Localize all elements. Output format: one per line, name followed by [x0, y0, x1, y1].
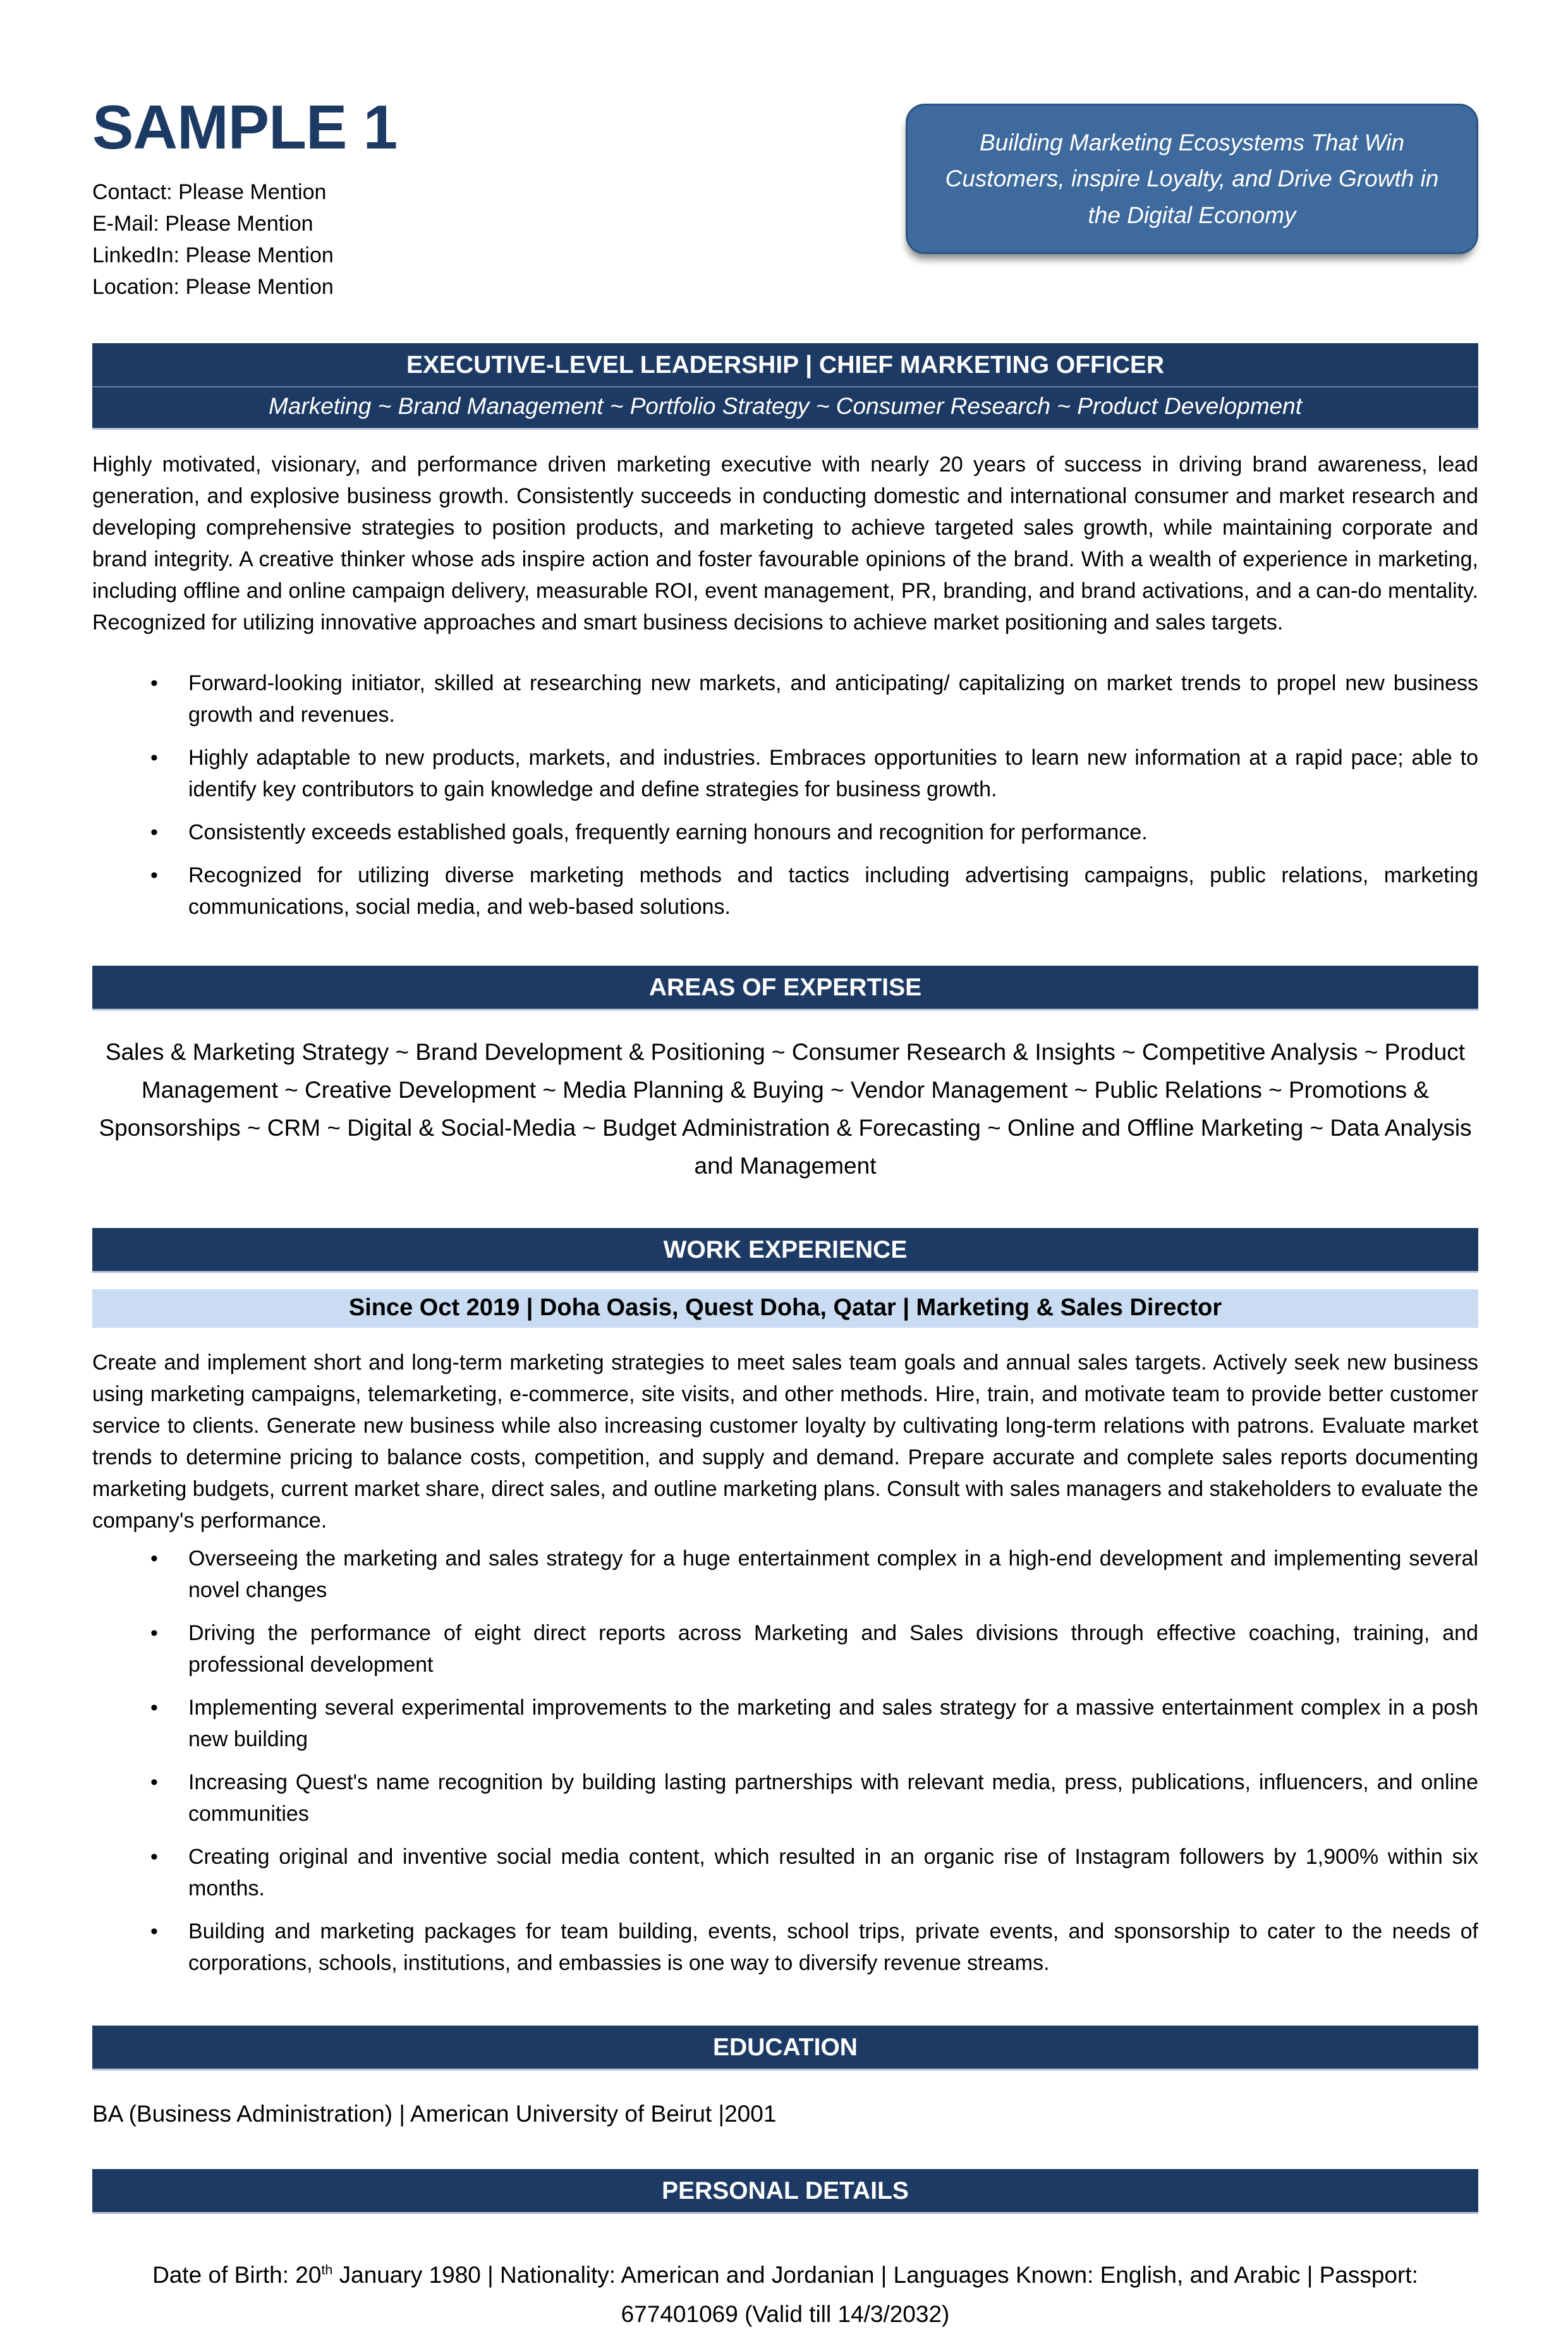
work-bullet: • Building and marketing packages for team building, events, school trips, private events, and sponsorship to cater to the needs of corporations, schools, institutions, and embassies is one way to diversify revenue streams. — [92, 1916, 1478, 1979]
education-line: BA (Business Administration) | American University of Beirut |2001 — [92, 2100, 777, 2127]
work-experience-heading: WORK EXPERIENCE — [663, 1236, 908, 1263]
summary-bullet: • Highly adaptable to new products, markets, and industries. Embraces opportunities to learn new information at a rapid pace; able to identify key contributors to gain knowledge and define strategies for business growth. — [92, 742, 1478, 805]
work-bullet: • Increasing Quest's name recognition by building lasting partnerships with relevant media, press, publications, influencers, and online communities — [92, 1766, 1478, 1830]
summary-bullet-list — [92, 667, 1478, 923]
tagline-text: Building Marketing Ecosystems That Win Customers, inspire Loyalty, and Drive Growth in the Digital Economy — [945, 129, 1439, 228]
summary-bullet: • Forward-looking initiator, skilled at researching new markets, and anticipating/ capitalizing on market trends to propel new business growth and revenues. — [92, 667, 1478, 731]
summary-bullet: • Consistently exceeds established goals, frequently earning honours and recognition for performance. — [92, 817, 1478, 848]
identity-block — [92, 92, 398, 303]
executive-title-bar — [92, 343, 1478, 430]
work-bullet: • Overseeing the marketing and sales strategy for a huge entertainment complex in a high-end development and implementing several novel changes — [92, 1543, 1478, 1606]
summary-bullet: • Recognized for utilizing diverse marketing methods and tactics including advertising campaigns, public relations, marketing communications, social media, and web-based solutions. — [92, 860, 1478, 923]
contact-block — [92, 176, 397, 303]
executive-subtitle: Marketing ~ Brand Management ~ Portfolio Strategy ~ Consumer Research ~ Product Development — [268, 392, 1302, 419]
personal-details-rest: January 1980 | Nationality: American and Jordanian | Languages Known: English, and Arabic | Passport: 677401069 (Valid till 14/3/2032) — [332, 2261, 1418, 2327]
role-bar: Since Oct 2019 | Doha Oasis, Quest Doha, Qatar | Marketing & Sales Director — [92, 1289, 1478, 1328]
contact-line-location: Location: Please Mention — [92, 274, 334, 299]
candidate-name: SAMPLE 1 — [92, 92, 398, 162]
personal-details-heading: PERSONAL DETAILS — [662, 2177, 909, 2204]
work-paragraph: Create and implement short and long-term marketing strategies to meet sales team goals and annual sales targets. Actively seek new business using marketing campaigns, telemarketing, e-commerce, site visits, and other methods. Hire, train, and motivate team to provide better customer service to clients. Generate new business while also increasing customer loyalty by cultivating long-term relations with patrons. Evaluate market trends to determine pricing to balance costs, competition, and supply and demand. Prepare accurate and complete sales reports documenting marketing budgets, current market share, direct sales, and outline marketing plans. Consult with sales managers and stakeholders to evaluate the company's performance. — [92, 1350, 1478, 1533]
work-bullet: • Implementing several experimental improvements to the marketing and sales strategy for a massive entertainment complex in a posh new building — [92, 1692, 1478, 1755]
personal-details-bar — [92, 2169, 1478, 2214]
work-bullet: • Driving the performance of eight direct reports across Marketing and Sales divisions through effective coaching, training, and professional development — [92, 1617, 1478, 1681]
tagline-box — [906, 104, 1478, 254]
summary-paragraph: Highly motivated, visionary, and performance driven marketing executive with nearly 20 years of success in driving brand awareness, lead generation, and explosive business growth. Consistently succeeds in conducting domestic and international consumer and market research and developing comprehensive strategies to position products, and marketing to achieve targeted sales growth, while maintaining corporate and brand integrity. A creative thinker whose ads inspire action and foster favourable opinions of the brand. With a wealth of experience in marketing, including offline and online campaign delivery, measurable ROI, event management, PR, branding, and brand activations, and a can-do mentality. Recognized for utilizing innovative approaches and smart business decisions to achieve market positioning and sales targets. — [92, 452, 1478, 635]
executive-title: EXECUTIVE-LEVEL LEADERSHIP | CHIEF MARKETING OFFICER — [92, 343, 1478, 387]
education-heading: EDUCATION — [713, 2033, 858, 2061]
areas-of-expertise-heading: AREAS OF EXPERTISE — [648, 973, 922, 1001]
work-bullet: • Creating original and inventive social media content, which resulted in an organic rise of Instagram followers by 1,900% within six months. — [92, 1841, 1478, 1904]
expertise-text: Sales & Marketing Strategy ~ Brand Development & Positioning ~ Consumer Research & Insights ~ Competitive Analysis ~ Product Management ~ Creative Development ~ Media Planning & Buying ~ Vendor Management ~ Public Relations ~ Promotions & Sponsorships ~ CRM ~ Digital & Social-Media ~ Budget Administration & Forecasting ~ Online and Offline Marketing ~ Data Analysis and Management — [99, 1038, 1472, 1179]
work-experience-bar — [92, 1228, 1478, 1273]
contact-line-linkedin: LinkedIn: Please Mention — [92, 243, 334, 267]
areas-of-expertise-bar — [92, 966, 1478, 1011]
contact-line-phone: Contact: Please Mention — [92, 179, 327, 204]
contact-line-email: E-Mail: Please Mention — [92, 211, 313, 236]
header — [92, 92, 1478, 303]
personal-details-line — [92, 2256, 1478, 2334]
work-bullet-list — [92, 1543, 1478, 1979]
education-bar — [92, 2026, 1478, 2070]
personal-details-prefix: Date of Birth: 20 — [152, 2261, 322, 2288]
ordinal-superscript: th — [321, 2262, 333, 2278]
